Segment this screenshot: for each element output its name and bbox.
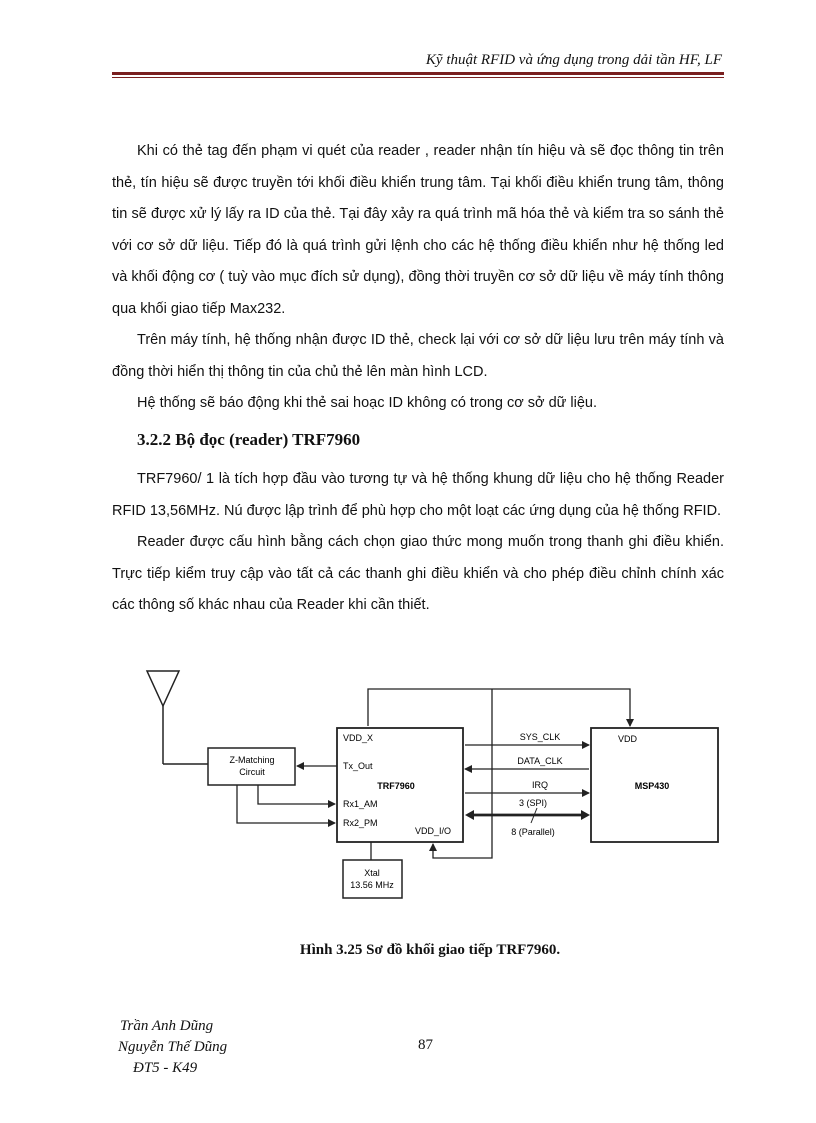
z-matching-label: Z-Matching <box>229 755 275 765</box>
trf-chip-name: TRF7960 <box>377 781 415 791</box>
xtal-block <box>343 860 402 898</box>
sys-clk-label: SYS_CLK <box>519 732 561 742</box>
irq-label: IRQ <box>531 780 549 790</box>
bus-arrow-left-head <box>465 810 474 820</box>
trf-vdd-io-pin: VDD_I/O <box>415 826 452 836</box>
trf-rx1-pin: Rx1_AM <box>343 799 378 809</box>
bus-arrow-right-head <box>581 810 590 820</box>
author-block <box>118 1016 227 1079</box>
class-code: ĐT5 - K49 <box>133 1060 198 1076</box>
xtal-label: Xtal <box>364 868 380 878</box>
trf-vdd-x-pin: VDD_X <box>343 733 374 743</box>
trf-tx-out-pin: Tx_Out <box>343 761 373 771</box>
data-clk-label: DATA_CLK <box>517 756 563 766</box>
header-rule-thick <box>112 72 724 75</box>
author-name-1: Trần Anh Dũng <box>120 1018 214 1034</box>
paragraph-alarm: Hệ thống sẽ báo động khi thẻ sai hoạc ID không có trong cơ sở dữ liệu. <box>137 395 597 411</box>
header-rule-thin <box>112 77 724 78</box>
paragraph-computer-check: Trên máy tính, hệ thống nhận được ID thẻ, check lại với cơ sở dữ liệu lưu trên máy tính và đồng thời hiển thị thông tin của chủ thẻ lên màn hình LCD. <box>112 332 724 380</box>
msp-vdd-pin: VDD <box>618 734 638 744</box>
intro-text-block <box>112 136 724 420</box>
section-text-block <box>112 464 724 622</box>
section-heading: 3.2.2 Bộ đọc (reader) TRF7960 <box>137 430 361 449</box>
running-header-title: Kỹ thuật RFID và ứng dụng trong dải tần HF, LF <box>425 52 722 68</box>
paragraph-trf7960-intro: TRF7960/ 1 là tích hợp đầu vào tương tự và hệ thống khung dữ liệu cho hệ thống Reader RFID 13,56MHz. Nú được lập trình để phù hợp cho một loạt các ứng dụng của hệ thống RFID. <box>112 471 724 519</box>
paragraph-reader-config: Reader được cấu hình bằng cách chọn giao thức mong muốn trong thanh ghi điều khiển. Trực tiếp kiểm truy cập vào tất cả các thanh ghi điều khiển và cho phép điều chỉnh chính xác các thông số khác nhau của Reader khi cần thiết. <box>112 534 724 613</box>
vdd-top-line <box>368 689 630 726</box>
msp-chip-name: MSP430 <box>634 781 670 791</box>
antenna-icon <box>147 671 179 706</box>
parallel-label: 8 (Parallel) <box>511 827 555 837</box>
z-matching-label-2: Circuit <box>239 767 265 777</box>
paragraph-tag-scan: Khi có thẻ tag đến phạm vi quét của reader , reader nhận tín hiệu và sẽ đọc thông tin trên thẻ, tín hiệu sẽ được truyền tới khối điều khiển trung tâm. Tại khối điều khiển trung tâm, thông tin sẽ được xử lý lấy ra ID của thẻ. Tại đây xảy ra quá trình mã hóa thẻ và kiểm tra so sánh thẻ với cơ sở dữ liệu. Tiếp đó là quá trình gửi lệnh cho các hệ thống điều khiển như hệ thống led và khối động cơ ( tuỳ vào mục đích sử dụng), đồng thời truyền cơ sở dữ liệu về máy tính thông qua khối giao tiếp Max232. <box>112 143 724 317</box>
rx1-arrow <box>258 785 335 804</box>
page-number: 87 <box>418 1037 433 1053</box>
trf-rx2-pin: Rx2_PM <box>343 818 378 828</box>
author-name-2: Nguyễn Thế Dũng <box>118 1039 228 1055</box>
xtal-frequency: 13.56 MHz <box>350 880 394 890</box>
block-diagram <box>140 668 730 903</box>
spi-label: 3 (SPI) <box>518 798 548 808</box>
figure-caption: Hình 3.25 Sơ đồ khối giao tiếp TRF7960. <box>299 942 561 958</box>
